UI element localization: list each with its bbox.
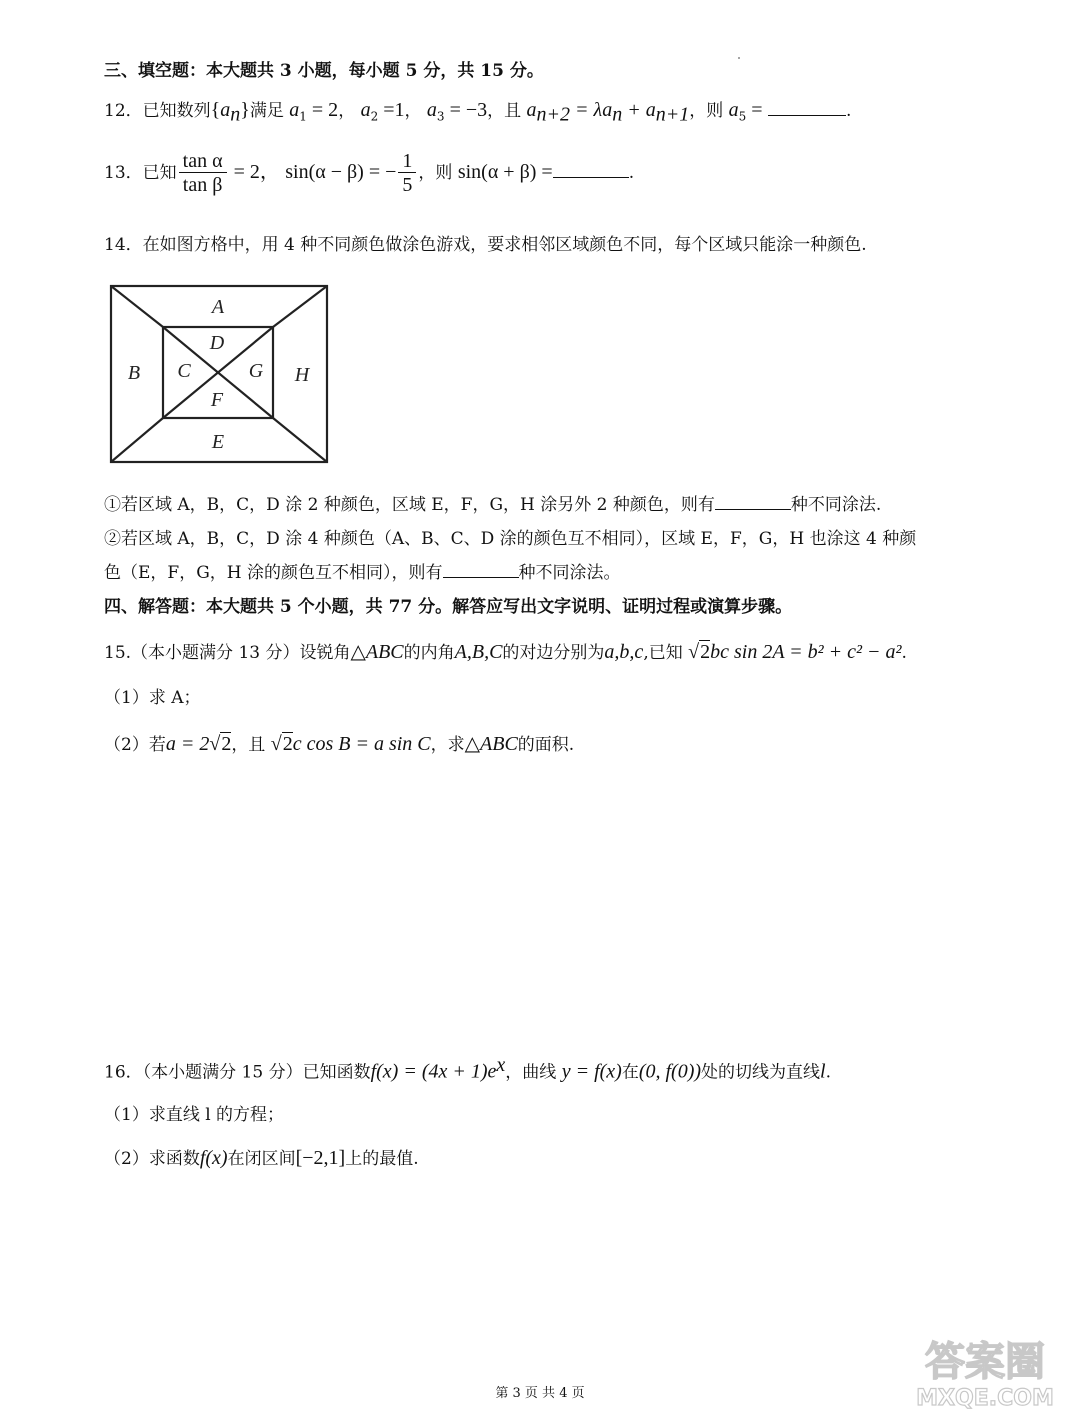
question-16-part2: （2）求函数f(x)在闭区间[−2,1]上的最值. [104, 1147, 419, 1169]
section4-heading: 四、解答题：本大题共 5 个小题，共 77 分。解答应写出文字说明、证明过程或演算步骤。 [104, 597, 793, 617]
tan-fraction: $\frac{\text{tan α}}{\text{tan β}}$ [179, 150, 227, 197]
question-13: 13．已知 $\frac{\text{tan α}}{\text{tan β}}$ = 2， sin(α − β) = − $\frac{1}{5}$ ，则 sin(α + β) = . [104, 150, 635, 196]
watermark-chinese: 答案圈 [925, 1339, 1045, 1385]
question-14-part1: ①若区域 A，B，C，D 涂 2 种颜色，区域 E，F，G，H 涂另外 2 种颜色，则有 种不同涂法. [104, 490, 881, 515]
page-footer: 第 3 页 共 4 页 [495, 1386, 585, 1401]
coloring-grid-figure [108, 282, 330, 468]
region-label-a: A [211, 296, 225, 318]
section3-heading: 三、填空题：本大题共 3 小题，每小题 5 分，共 15 分。 [104, 61, 544, 81]
watermark-url: MXQE.COM [916, 1386, 1054, 1411]
answer-blank-14-1[interactable] [715, 492, 791, 510]
stray-dot [738, 57, 740, 59]
diag-top-left [111, 286, 163, 327]
diag-bottom-right [273, 418, 327, 462]
question-15-part1: （1）求 A； [104, 688, 201, 708]
answer-blank-13[interactable] [553, 160, 629, 178]
question-16: 16．（本小题满分 15 分）已知函数$f(x) = (4x + 1)e^x$，曲线 y = f(x)在(0, f(0))处的切线为直线l. [104, 1054, 832, 1083]
question-15: 15.（本小题满分 13 分）设锐角△ABC的内角A,B,C的对边分别为a,b,c,已知 √2bc sin 2A = b² + c² − a². [104, 641, 907, 663]
region-label-h: H [294, 364, 310, 386]
question-12: 12．已知数列$\{a_n\}$满足 $a_1 = 2$， $a_2 =1$， $a_3 = -3$，且 $a_{n+2} = \lambda a_n + a_{n+1}$，则 $a_5$ = . [104, 99, 852, 126]
one-fifth-fraction: $\frac{1}{5}$ [398, 150, 416, 197]
diag-top-right [273, 286, 327, 327]
answer-blank-14-2[interactable] [443, 560, 519, 578]
question-14-part2-cont: 色（E，F，G，H 涂的颜色互不相同），则有 种不同涂法。 [104, 558, 621, 583]
region-label-f: F [210, 389, 224, 411]
region-label-b: B [127, 362, 141, 384]
diag-bottom-left [111, 418, 163, 462]
question-16-part1: （1）求直线 l 的方程； [104, 1105, 285, 1125]
region-label-g: G [248, 360, 264, 382]
region-label-e: E [211, 431, 225, 453]
region-label-c: C [177, 360, 191, 382]
answer-blank-12[interactable] [768, 98, 846, 116]
question-15-part2: （2）若a = 2√2，且 √2c cos B = a sin C，求△ABC的面积. [104, 733, 575, 755]
question-14-text: 14．在如图方格中，用 4 种不同颜色做涂色游戏，要求相邻区域颜色不同，每个区域只能涂一种颜色. [104, 235, 867, 255]
region-label-d: D [209, 332, 225, 354]
question-14-part2: ②若区域 A，B，C，D 涂 4 种颜色（A、B、C、D 涂的颜色互不相同），区域 E，F，G，H 也涂这 4 种颜 [104, 529, 917, 549]
